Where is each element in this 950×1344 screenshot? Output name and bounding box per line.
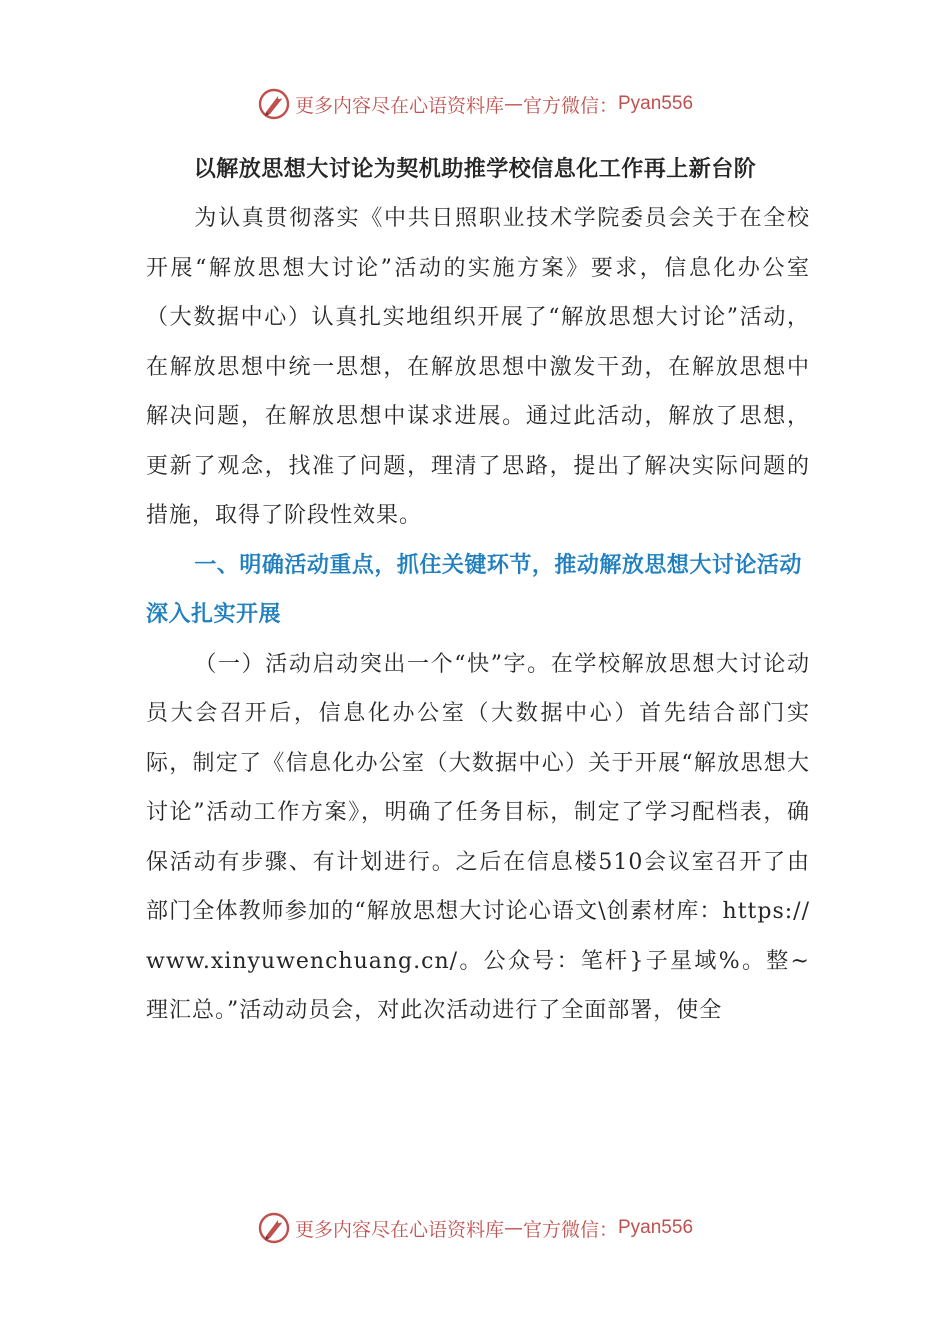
banner-wechat-id: Pyan556	[618, 1217, 694, 1238]
banner-wechat-label: 官方微信：	[522, 1218, 618, 1241]
pen-logo-icon	[257, 1211, 291, 1245]
pen-logo-icon	[257, 87, 291, 121]
banner-text: 更多内容尽在心语资料库	[294, 94, 504, 117]
banner-separator: —	[503, 93, 523, 115]
document-body	[146, 194, 810, 1036]
document-title: 以解放思想大讨论为契机助推学校信息化工作再上新台阶	[193, 156, 757, 182]
banner-wechat-label: 官方微信：	[522, 94, 618, 117]
section-heading: 一、明确活动重点，抓住关键环节，推动解放思想大讨论活动深入扎实开展	[146, 551, 802, 627]
header-watermark-banner	[0, 84, 950, 124]
banner-wechat-id: Pyan556	[618, 93, 694, 114]
body-paragraph: 为认真贯彻落实《中共日照职业技术学院委员会关于在全校开展“解放思想大讨论”活动的实施方案》要求，信息化办公室（大数据中心）认真扎实地组织开展了“解放思想大讨论”活动，在解放思想中统一思想，在解放思想中激发干劲，在解放思想中解决问题，在解放思想中谋求进展。通过此活动，解放了思想，更新了观念，找准了问题，理清了思路，提出了解决实际问题的措施，取得了阶段性效果。	[146, 206, 810, 528]
banner-separator: —	[503, 1217, 523, 1239]
banner-text: 更多内容尽在心语资料库	[294, 1218, 504, 1241]
footer-watermark-banner	[0, 1208, 950, 1248]
body-paragraph: （一）活动启动突出一个“快”字。在学校解放思想大讨论动员大会召开后，信息化办公室（大数据中心）首先结合部门实际，制定了《信息化办公室（大数据中心）关于开展“解放思想大讨论”活动工作方案》，明确了任务目标，制定了学习配档表，确保活动有步骤、有计划进行。之后在信息楼510会议室召开了由部门全体教师参加的“解放思想大讨论心语文\创素材库：https:// www.xinyuwenchuang.cn/。公众号：笔杆}子星域%。整~理汇总。”活动动员会，对此次活动进行了全面部署，使全	[146, 651, 810, 1023]
